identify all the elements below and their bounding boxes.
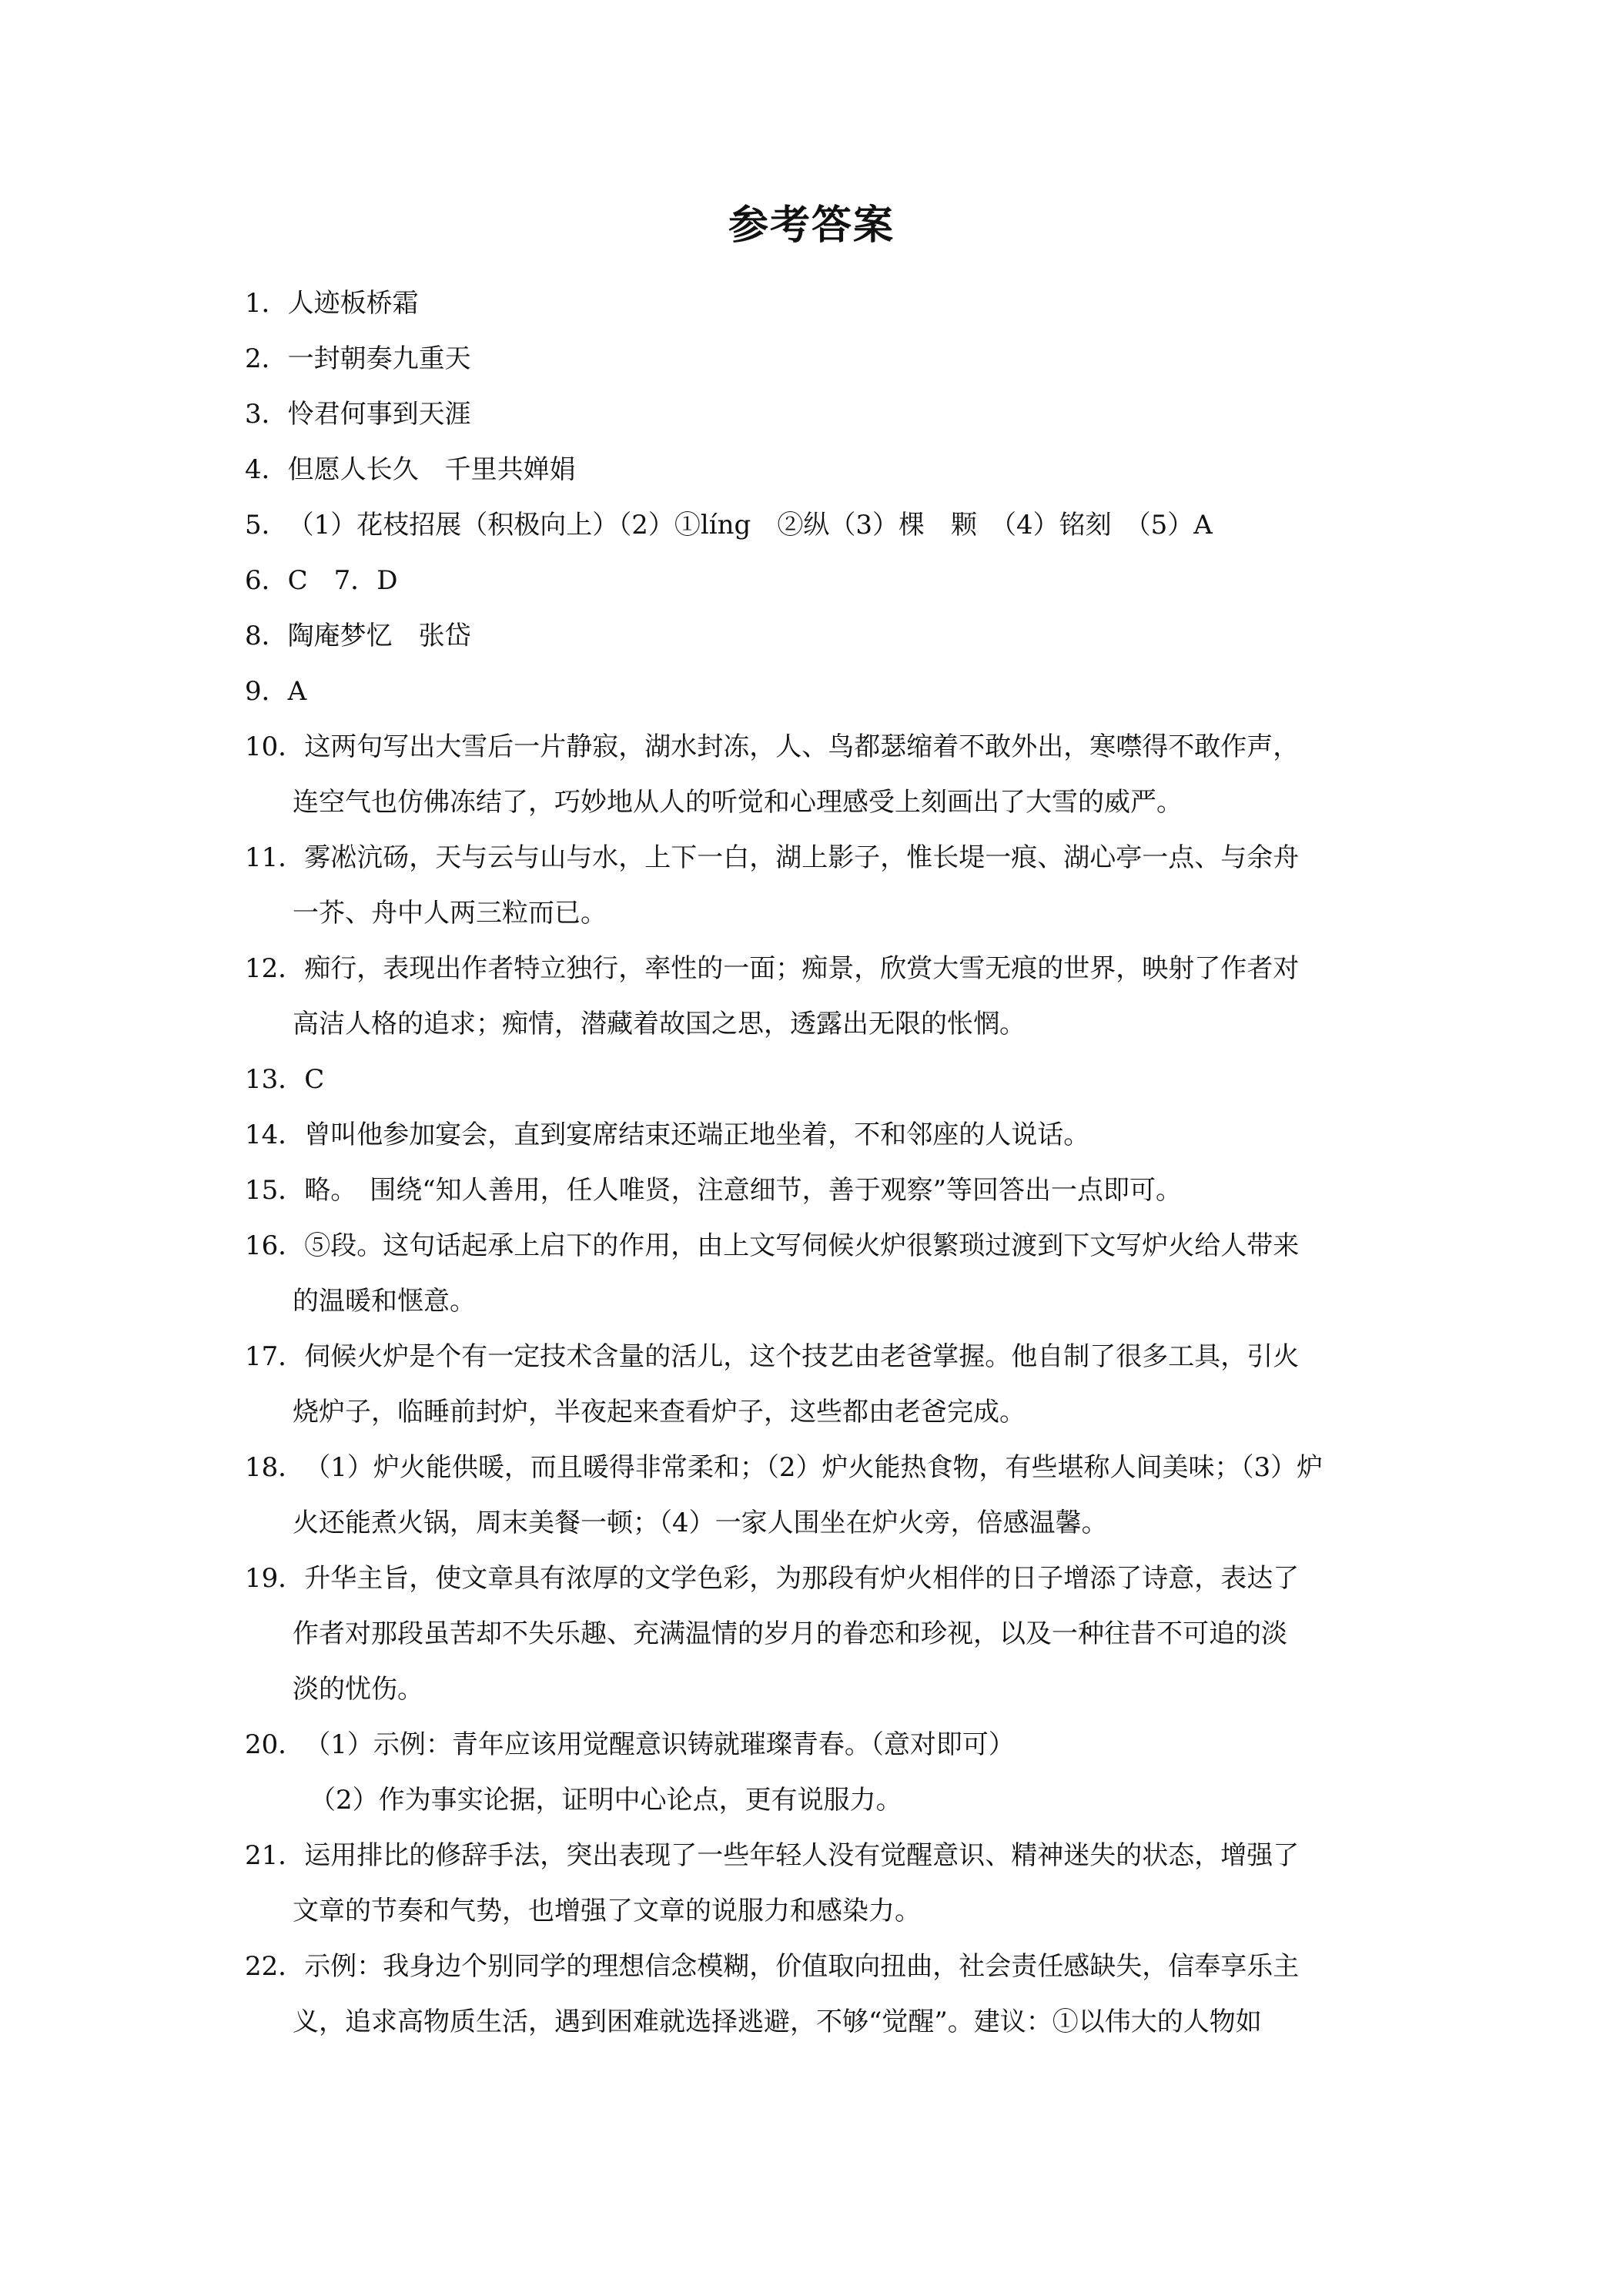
answer-text: （1）炉火能供暖，而且暖得非常柔和；（2）炉火能热食物，有些堪称人间美味；（3）炉: [304, 1452, 1323, 1483]
answer-number: 2．: [245, 343, 288, 374]
answer-text: 但愿人长久 千里共婵娟: [287, 454, 576, 485]
answer-text-continued: 烧炉子，临睡前封炉，半夜起来查看炉子，这些都由老爸完成。: [293, 1397, 1026, 1427]
answer-number: 1．: [245, 288, 288, 319]
answer-number: 15．: [245, 1175, 305, 1206]
answer-first-line: [245, 1440, 1384, 1495]
answer-first-line: [245, 608, 1384, 664]
answer-item: [245, 1163, 1384, 1218]
answer-first-line: [245, 1329, 1384, 1384]
answer-number: 5．: [245, 510, 288, 541]
answer-text: 示例：我身边个别同学的理想信念模糊，价值取向扭曲，社会责任感缺失，信奉享乐主: [304, 1951, 1300, 1982]
answer-first-line: [245, 497, 1384, 553]
answer-item: [245, 1440, 1384, 1551]
answer-number: 4．: [245, 454, 288, 485]
answer-first-line: [245, 1551, 1384, 1606]
answer-subpart: （2）作为事实论据，证明中心论点，更有说服力。: [310, 1785, 902, 1816]
answer-text-continued: 文章的节奏和气势，也增强了文章的说服力和感染力。: [293, 1896, 921, 1926]
answer-text: 运用排比的修辞手法，突出表现了一些年轻人没有觉醒意识、精神迷失的状态，增强了: [304, 1840, 1300, 1871]
answer-text: A: [287, 676, 307, 707]
answer-number: 3．: [245, 399, 288, 430]
answer-text: 一封朝奏九重天: [287, 343, 471, 374]
answer-text: 伺候火炉是个有一定技术含量的活儿，这个技艺由老爸掌握。他自制了很多工具，引火: [304, 1341, 1300, 1372]
answer-first-line: [245, 1107, 1384, 1163]
answer-item: [245, 1828, 1384, 1939]
answer-number: 13．: [245, 1064, 305, 1095]
answer-text: 痴行，表现出作者特立独行，率性的一面；痴景，欣赏大雪无痕的世界，映射了作者对: [304, 953, 1300, 984]
answer-number: 22．: [245, 1951, 305, 1982]
page-title: 参考答案: [728, 202, 895, 249]
answer-text-continued: 一芥、舟中人两三粒而已。: [293, 898, 607, 929]
answer-item: [245, 1551, 1384, 1717]
answer-text-continued: 火还能煮火锅，周末美餐一顿；（4）一家人围坐在炉火旁，倍感温馨。: [293, 1508, 1108, 1538]
answer-number: 20．: [245, 1729, 305, 1760]
answer-item: [245, 1939, 1384, 2050]
answer-number: 12．: [245, 953, 305, 984]
answer-first-line: [245, 1052, 1384, 1107]
answer-text-continued: 淡的忧伤。: [293, 1674, 423, 1705]
answer-text: 人迹板桥霜: [287, 288, 419, 319]
answer-text-continued: 作者对那段虽苦却不失乐趣、充满温情的岁月的眷恋和珍视，以及一种往昔不可追的淡: [293, 1618, 1287, 1649]
answer-text-continued: 高洁人格的追求；痴情，潜藏着故国之思，透露出无限的怅惘。: [293, 1009, 1026, 1039]
answer-item: [245, 387, 1384, 442]
answer-text: 曾叫他参加宴会，直到宴席结束还端正地坐着，不和邻座的人说话。: [304, 1120, 1090, 1150]
answer-text: C: [304, 1064, 325, 1095]
answer-text-continued: 的温暖和惬意。: [293, 1286, 476, 1317]
answer-item: [245, 553, 1384, 608]
answer-text: （1）示例：青年应该用觉醒意识铸就璀璨青春。（意对即可）: [304, 1729, 1015, 1760]
answer-first-line: [245, 1939, 1384, 1994]
answer-number: 17．: [245, 1341, 305, 1372]
answer-text: 升华主旨，使文章具有浓厚的文学色彩，为那段有炉火相伴的日子增添了诗意，表达了: [304, 1563, 1300, 1594]
answer-first-line: [245, 331, 1384, 387]
answer-first-line: [245, 830, 1384, 885]
answer-item: [245, 608, 1384, 664]
answer-list: [245, 276, 1384, 2050]
answer-text: 这两句写出大雪后一片静寂，湖水封冻，人、鸟都瑟缩着不敢外出，寒噤得不敢作声，: [304, 731, 1300, 762]
answer-number: 14．: [245, 1120, 305, 1150]
answer-text: 陶庵梦忆 张岱: [287, 621, 471, 651]
answer-item: [245, 941, 1384, 1052]
answer-first-line: [245, 553, 1384, 608]
answer-text-continued: 义，追求高物质生活，遇到困难就选择逃避，不够“觉醒”。建议：①以伟大的人物如: [293, 2006, 1262, 2037]
answer-text: （1）花枝招展（积极向上）（2）①líng ②纵（3）棵 颗 （4）铭刻 （5）A: [287, 510, 1213, 541]
answer-number: 19．: [245, 1563, 305, 1594]
answer-item: [245, 1329, 1384, 1440]
answer-item: [245, 830, 1384, 941]
answer-item: [245, 1717, 1384, 1828]
answer-first-line: [245, 442, 1384, 497]
answer-item: [245, 442, 1384, 497]
answer-first-line: [245, 1717, 1384, 1772]
answer-item: [245, 1052, 1384, 1107]
answer-first-line: [245, 664, 1384, 719]
answer-number: 16．: [245, 1230, 305, 1261]
answer-item: [245, 1218, 1384, 1329]
answer-item: [245, 664, 1384, 719]
answer-number: 18．: [245, 1452, 305, 1483]
answer-number: 11．: [245, 842, 305, 873]
answer-number: 10．: [245, 731, 305, 762]
answer-item: [245, 331, 1384, 387]
answer-text: 雾凇沆砀，天与云与山与水，上下一白，湖上影子，惟长堤一痕、湖心亭一点、与余舟: [304, 842, 1300, 873]
answer-item: [245, 276, 1384, 331]
answer-item: [245, 719, 1384, 830]
answer-number: 21．: [245, 1840, 305, 1871]
answer-text: 怜君何事到天涯: [287, 399, 471, 430]
answer-item: [245, 497, 1384, 553]
answer-first-line: [245, 1163, 1384, 1218]
answer-first-line: [245, 276, 1384, 331]
answer-first-line: [245, 387, 1384, 442]
answer-text: ⑤段。这句话起承上启下的作用，由上文写伺候火炉很繁琐过渡到下文写炉火给人带来: [304, 1230, 1300, 1261]
answer-text-continued: 连空气也仿佛冻结了，巧妙地从人的听觉和心理感受上刻画出了大雪的威严。: [293, 787, 1183, 818]
answer-number: 9．: [245, 676, 288, 707]
answer-first-line: [245, 719, 1384, 775]
answer-number: 8．: [245, 621, 288, 651]
answer-number: 6．: [245, 565, 288, 596]
answer-text: C 7．D: [287, 565, 398, 596]
answer-first-line: [245, 1828, 1384, 1883]
answer-first-line: [245, 1218, 1384, 1274]
answer-first-line: [245, 941, 1384, 996]
answer-text: 略。 围绕“知人善用，任人唯贤，注意细节，善于观察”等回答出一点即可。: [304, 1175, 1183, 1206]
answer-item: [245, 1107, 1384, 1163]
